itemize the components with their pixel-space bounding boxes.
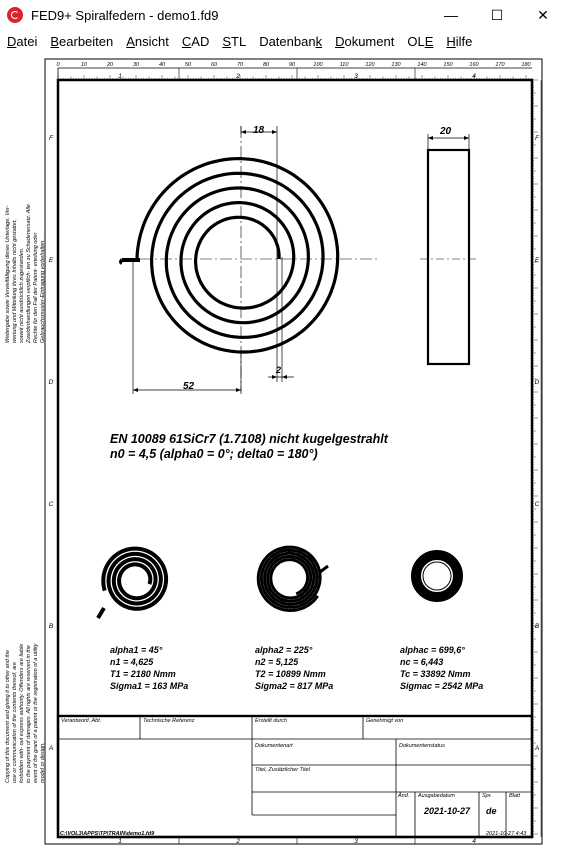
menu-item-7[interactable]: OLE xyxy=(407,33,434,49)
maximize-button[interactable]: ☐ xyxy=(490,6,504,23)
menu-item-6[interactable]: Dokument xyxy=(335,33,395,49)
close-button[interactable]: ✕ xyxy=(537,6,549,23)
n0-label: n0 = 4,5 (alpha0 = 0°; delta0 = 180°) xyxy=(110,447,318,461)
top-ruler-label: 150 xyxy=(443,62,453,68)
menu-item-8[interactable]: Hilfe xyxy=(446,33,473,49)
state2-line-3: Sigma2 = 817 MPa xyxy=(255,681,334,691)
top-ruler-label: 90 xyxy=(288,62,296,68)
dim-label-18: 18 xyxy=(253,125,265,136)
tb-genehmigt: Genehmigt von xyxy=(366,718,404,724)
row-label-right: C xyxy=(534,501,540,508)
tb-ausgabedatum-value: 2021-10-27 xyxy=(424,806,471,816)
top-ruler-label: 180 xyxy=(521,62,531,68)
drawing-canvas[interactable] xyxy=(0,52,566,847)
row-label-right: A xyxy=(534,745,540,752)
row-label-right: E xyxy=(534,257,540,264)
state1-line-0: alpha1 = 45° xyxy=(110,645,163,655)
row-label-left: D xyxy=(48,379,54,386)
statec-line-3: Sigmac = 2542 MPa xyxy=(400,681,484,691)
menu-item-2[interactable]: Ansicht xyxy=(126,33,169,49)
state1-line-2: T1 = 2180 Nmm xyxy=(110,669,176,679)
state2-line-0: alpha2 = 225° xyxy=(255,645,313,655)
tb-titel: Titel, Zusätzlicher Titel xyxy=(255,767,310,773)
top-ruler-label: 50 xyxy=(184,62,192,68)
state-1-values xyxy=(110,644,188,692)
top-ruler-label: 110 xyxy=(339,62,349,68)
zone-label-top: 1 xyxy=(118,73,122,80)
menu-bar xyxy=(0,30,566,52)
top-ruler-label: 160 xyxy=(469,62,479,68)
title-bar xyxy=(0,0,566,30)
side-note-english: Copying of this document and giving it to other and the use or communication of the contents thereof, are forbidden with- out express authority. Offenders are liable to the payment of damages. All rights are reserved in the event of the grant of a patent or the registration of a utility model or design. xyxy=(5,643,46,783)
tb-dokumentstatus: Dokumentenstatus xyxy=(399,743,445,749)
zone-label-top: 2 xyxy=(236,73,240,80)
state2-line-2: T2 = 10899 Nmm xyxy=(255,669,326,679)
row-label-left: E xyxy=(48,257,54,264)
minimize-button[interactable]: — xyxy=(444,7,458,23)
statec-line-2: Tc = 33892 Nmm xyxy=(400,669,471,679)
tb-dokumentart: Dokumentenart xyxy=(255,743,293,749)
top-ruler-label: 140 xyxy=(417,62,427,68)
state-c-values xyxy=(400,644,483,692)
tb-spr-value: de xyxy=(486,806,497,816)
tb-ausgabedatum: Ausgabedatum xyxy=(418,793,455,799)
row-label-left: B xyxy=(48,623,54,630)
tb-aend: Änd. xyxy=(398,793,410,799)
menu-item-5[interactable]: Datenbank xyxy=(259,33,323,49)
top-ruler-label: 40 xyxy=(158,62,166,68)
dim-label-2: 2 xyxy=(276,365,282,375)
top-ruler-label: 10 xyxy=(80,62,88,68)
timestamp: 2021-10-27 4:43 xyxy=(486,831,527,837)
dim-label-20: 20 xyxy=(440,126,452,137)
top-ruler-label: 120 xyxy=(365,62,375,68)
dim-label-52: 52 xyxy=(183,381,195,392)
top-ruler-label: 100 xyxy=(313,62,323,68)
window-title: FED9+ Spiralfedern - demo1.fd9 xyxy=(31,7,219,23)
top-ruler-label: 20 xyxy=(106,62,114,68)
zone-label-top: 3 xyxy=(354,73,358,80)
row-label-right: D xyxy=(534,379,540,386)
top-ruler-label: 70 xyxy=(236,62,244,68)
tb-erstellt: Erstellt durch xyxy=(255,718,288,724)
file-path: C:\VOL3\APPS\TP\TRAIN\demo1.fd9 xyxy=(60,831,155,837)
statec-line-0: alphac = 699,6° xyxy=(400,645,465,655)
statec-line-1: nc = 6,443 xyxy=(400,657,444,667)
state1-line-3: Sigma1 = 163 MPa xyxy=(110,681,189,691)
top-ruler-label: 0 xyxy=(56,62,60,68)
menu-item-0[interactable]: Datei xyxy=(7,33,38,49)
row-label-left: C xyxy=(48,501,54,508)
side-note-german: Weitergabe sowie Vervielfältigung dieser Unterlage, Ver- wertung und Mitteilung ihres Inhalts nicht gestattet, soweit nicht ausdrücklich zugestanden. Zuwiderhandlungen verpflich- ten zu Schadenersatz. Alle Rechte für den Fall der Patent- erteilung oder Gebrauchsmuster-Eintragung vorbehalten. xyxy=(5,204,46,343)
tb-techref: Technische Referenz xyxy=(143,718,195,724)
row-label-right: B xyxy=(534,623,540,630)
state-2-values xyxy=(255,644,333,692)
material-label: EN 10089 61SiCr7 (1.7108) nicht kugelgestrahlt xyxy=(110,432,388,446)
zone-label-bottom: 2 xyxy=(236,838,240,845)
top-ruler-label: 60 xyxy=(210,62,218,68)
zone-label-bottom: 1 xyxy=(118,838,122,845)
app-icon[interactable] xyxy=(7,7,23,23)
top-ruler-label: 130 xyxy=(391,62,401,68)
menu-item-3[interactable]: CAD xyxy=(181,33,210,49)
zone-label-bottom: 3 xyxy=(354,838,358,845)
row-label-left: A xyxy=(48,745,54,752)
zone-label-bottom: 4 xyxy=(472,838,476,845)
tb-blatt: Blatt xyxy=(509,793,521,799)
tb-spr: Spr. xyxy=(482,793,492,799)
state2-line-1: n2 = 5,125 xyxy=(255,657,299,667)
menu-item-4[interactable]: STL xyxy=(222,33,247,49)
top-ruler-label: 80 xyxy=(262,62,270,68)
top-ruler-label: 30 xyxy=(132,62,140,68)
state1-line-1: n1 = 4,625 xyxy=(110,657,154,667)
zone-label-top: 4 xyxy=(472,73,476,80)
row-label-right: F xyxy=(535,135,539,142)
row-label-left: F xyxy=(49,135,53,142)
tb-verantw: Verantwortl. Abt. xyxy=(61,718,102,724)
top-ruler-label: 170 xyxy=(495,62,505,68)
menu-item-1[interactable]: Bearbeiten xyxy=(50,33,114,49)
